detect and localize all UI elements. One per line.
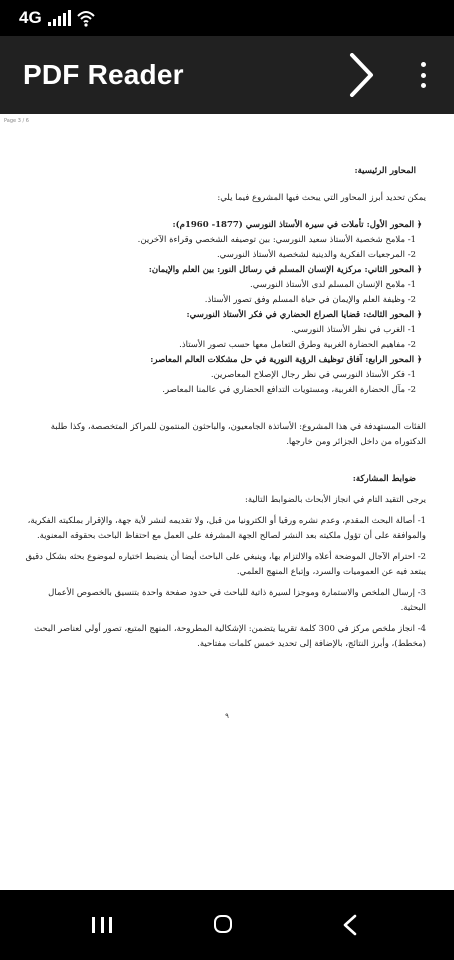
outline-line: يمكن تحديد أبرز المحاور التي يبحث فيها المشروع فيما يلي: [217,193,426,203]
outline-line: 2- المرجعيات الفكرية والدينية لشخصية الأستاذ النورسي. [216,250,416,260]
app-title: PDF Reader [23,59,184,90]
pdf-page[interactable] [0,114,454,890]
page-text [22,164,426,652]
app-bar [0,36,454,114]
outline-list [22,164,426,398]
rules-intro: يرجى التقيد التام في انجاز الأبحاث بالضوابط التالية: [244,495,426,505]
outline-line: ﴿ المحور الثالث: قضايا الصراع الحضاري في فكر الأستاذ النورسي: [186,310,422,320]
rules-title: ضوابط المشاركة: [352,474,416,484]
outline-line: ﴿ المحور الرابع: آفاق توظيف الرؤية النورية في حل مشكلات العالم المعاصر: [150,355,422,365]
page-indicator: Page 3 / 6 [4,118,29,124]
rule-item: 2- احترام الآجال الموضحة أعلاه والالتزام بها، وينبغي على الباحث أيضا أن ينضبط اختياره لموضوع بحثه بشكل دقيق يبتعد فيه عن العموميات والسرد، وإتباع المنهج العلمي. [25,552,426,577]
outline-line: المحاور الرئيسية: [354,166,416,176]
more-vert-icon [421,62,426,67]
outline-line: 1- ملامح شخصية الأستاذ سعيد النورسي: بين توصيفه الشخصي وقراءة الآخرين. [137,235,416,245]
back-icon[interactable] [340,914,360,936]
outline-line: 1- الغرب في نظر الأستاذ النورسي. [291,325,416,335]
status-bar [0,0,454,36]
outline-line: ﴿ المحور الأول: تأملات في سيرة الأستاذ النورسي (1877- 1960م): [172,220,422,230]
outline-line: 1- فكر الأستاذ النورسي في نظر رجال الإصلاح المعاصرين. [210,370,416,380]
home-icon[interactable] [214,915,232,933]
page-number: ٩ [225,712,229,720]
wifi-icon [77,9,95,27]
signal-icon [48,10,71,26]
rule-item: 4- انجاز ملخص مركز في 300 كلمة تقريبا يتضمن: الإشكالية المطروحة، المنهج المتبع، تصور أولي لعناصر البحث (مخطط)، وأبرز النتائج، بالإضافة إلى تحديد خمس كلمات مفتاحية. [34,624,426,649]
outline-line: ﴿ المحور الثاني: مركزية الإنسان المسلم في رسائل النور: بين العلم والإيمان: [148,265,422,275]
navigation-bar [0,890,454,960]
outline-line: 2- مفاهيم الحضارة الغربية وطرق التعامل معها حسب تصور الأستاذ. [179,340,416,350]
target-audience-paragraph: الفئات المستهدفة في هذا المشروع: الأساتذة الجامعيون، والباحثون المنتمون للمراكز المتخصصة، وكذا طلبة الدكتوراه من داخل الجزائر ومن خارجها. [50,422,426,447]
rule-item: 1- أصالة البحث المقدم، وعدم نشره ورقيا أو الكترونيا من قبل، ولا تقديمه لنشر لأية جهة، والإقرار بملكيته الفكرية، والموافقة على أن تؤول ملكيته بعد النشر لصالح الجهة المشرفة على العمل مع احتفاظ الباحث بحقوقه المعنوية. [27,516,426,541]
outline-line: 2- وظيفة العلم والإيمان في حياة المسلم وفق تصور الأستاذ. [204,295,416,305]
recents-icon[interactable] [92,917,112,933]
chevron-right-icon [349,53,375,97]
overflow-menu-button[interactable] [410,58,436,92]
rules-list [22,514,426,652]
next-page-button[interactable] [340,50,384,100]
outline-line: 1- ملامح الإنسان المسلم لدى الأستاذ النورسي. [250,280,416,290]
network-type: 4G [19,8,42,27]
rule-item: 3- إرسال الملخص والاستمارة وموجزا لسيرة ذاتية للباحث في حدود صفحة واحدة بتنسيق بالخصوص الأعمال البحثية. [48,588,426,613]
outline-line: 2- مآل الحضارة الغربية، ومستويات التدافع الحضاري في عالمنا المعاصر. [162,385,416,395]
